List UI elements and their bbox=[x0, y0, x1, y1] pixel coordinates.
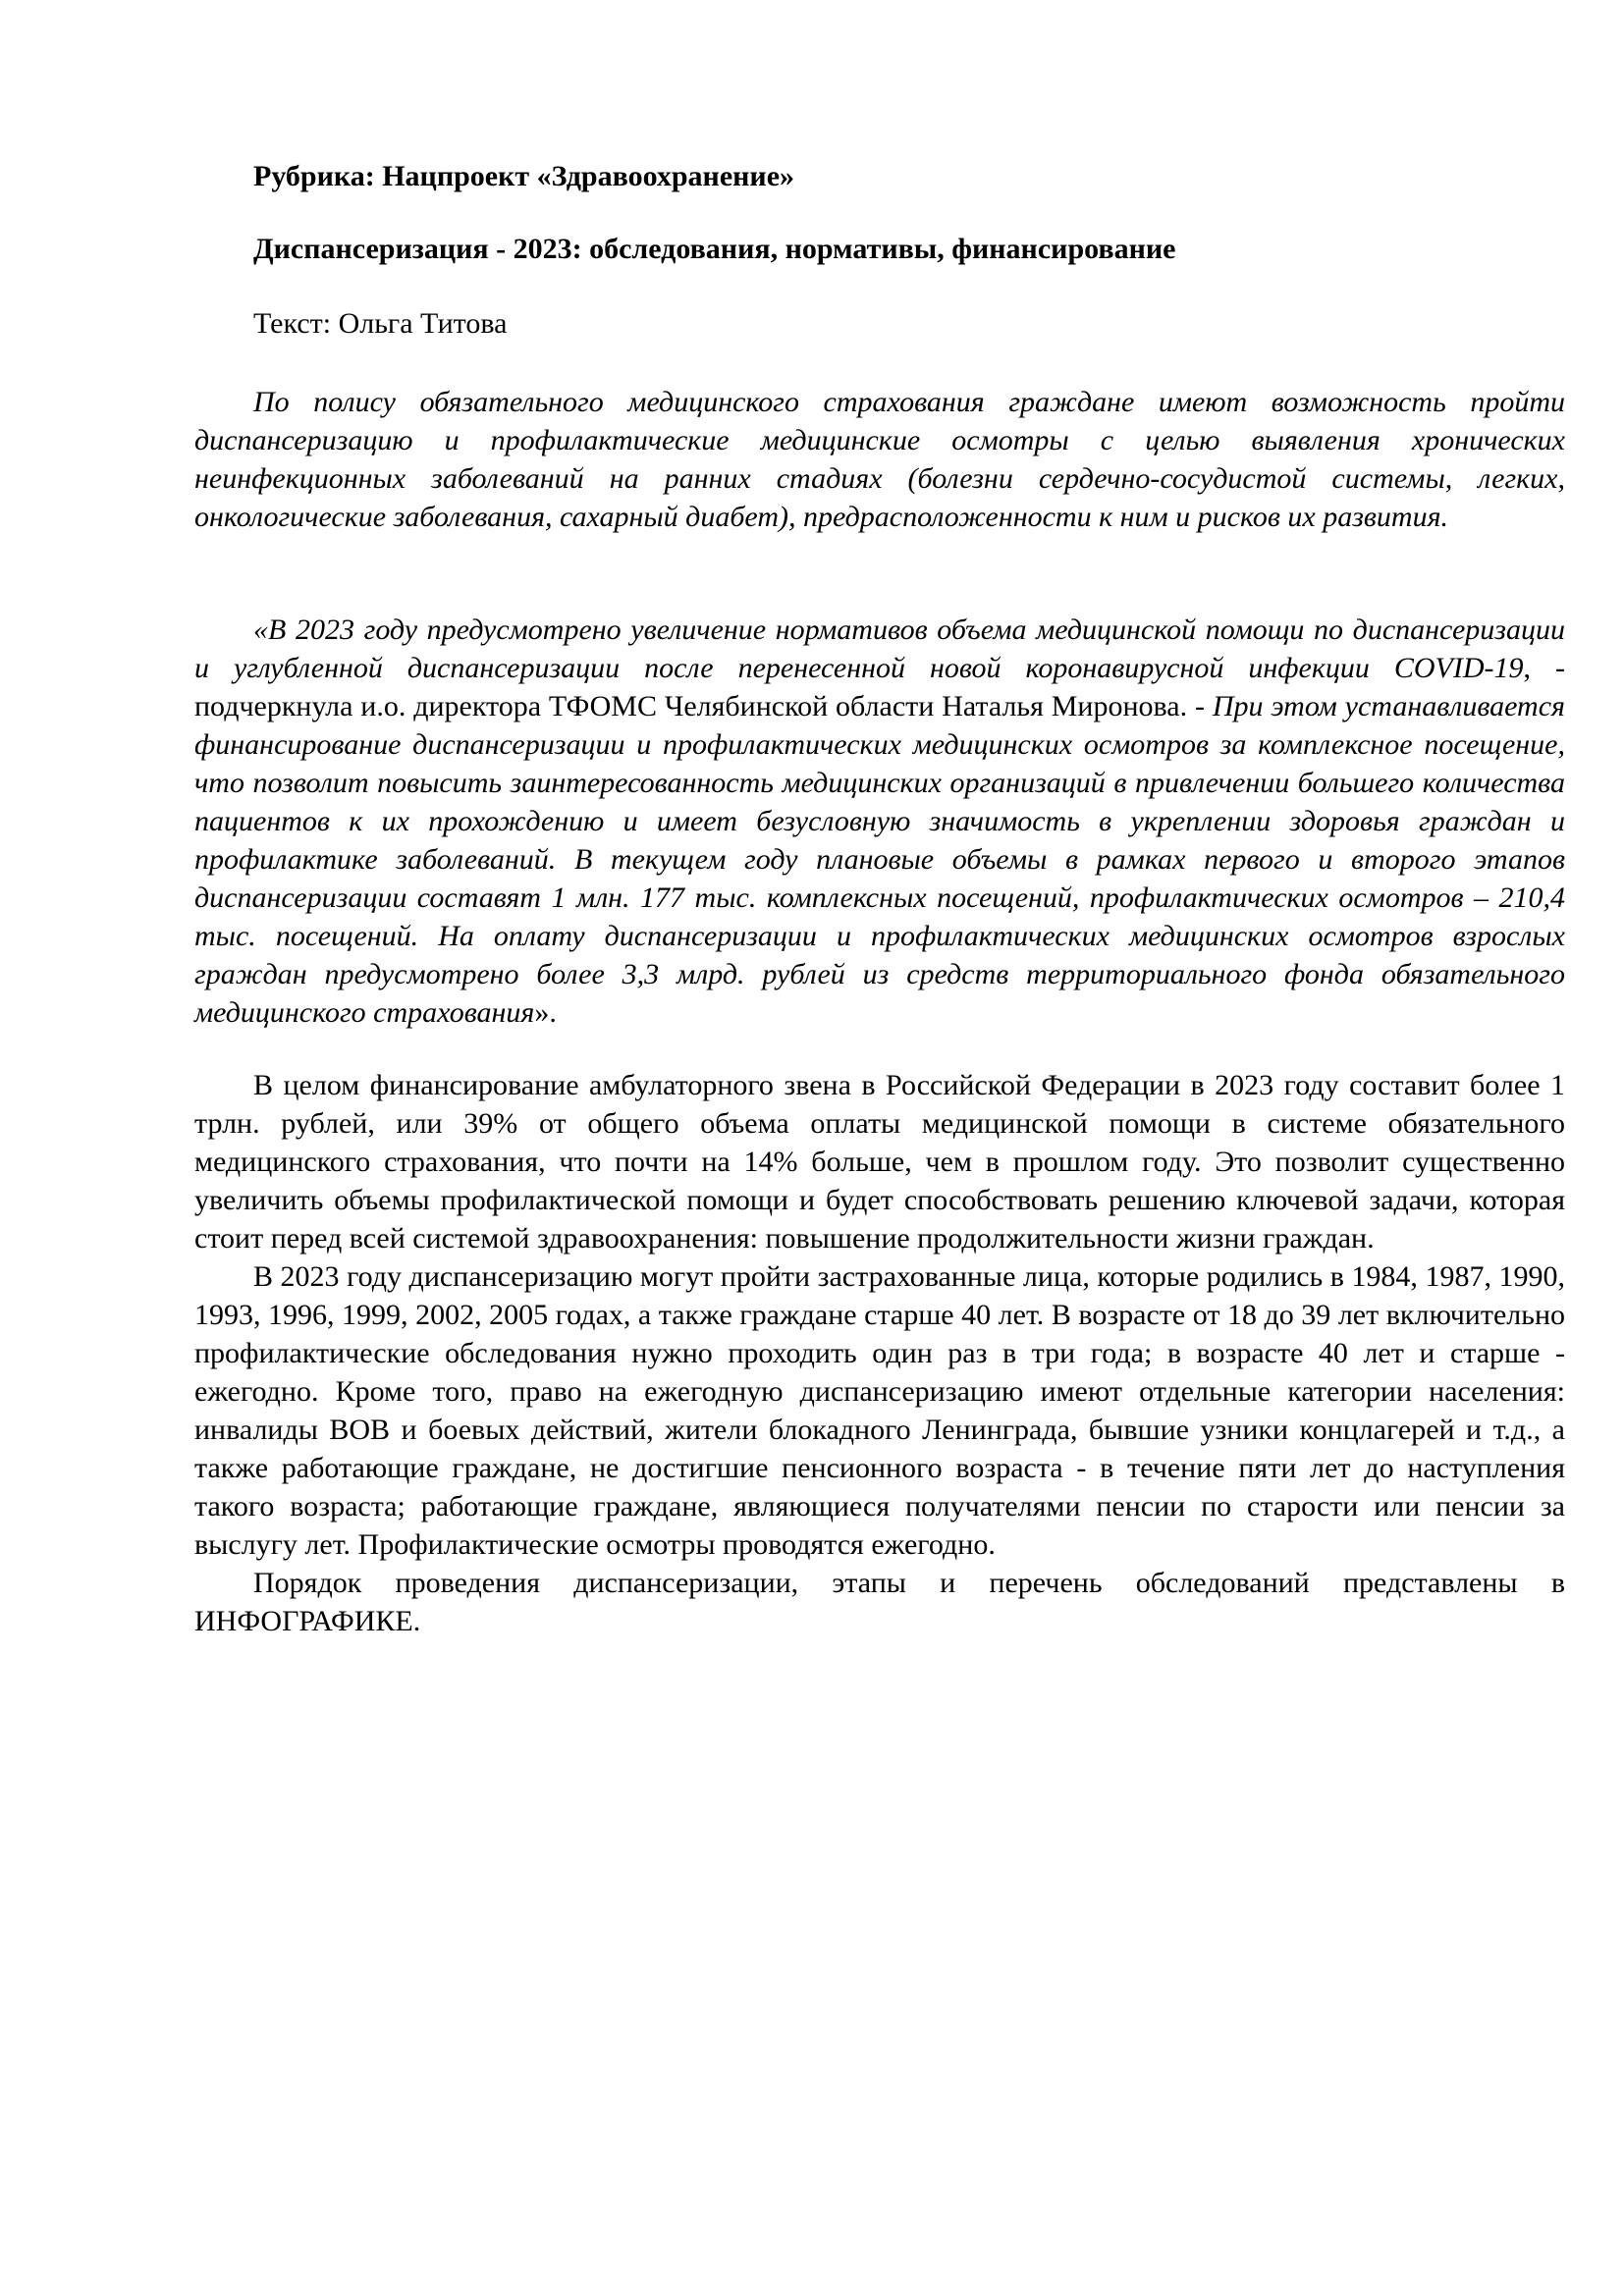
quote-paragraph bbox=[194, 611, 1565, 1032]
quote-text-part-1: «В 2023 году предусмотрено увеличение нормативов объема медицинской помощи по диспансеризации и углубленной диспансеризации после перенесенной новой коронавирусной инфекции COVID-19 bbox=[194, 614, 1565, 684]
body-paragraph-infographic: Порядок проведения диспансеризации, этапы и перечень обследований представлены в ИНФОГРАФИКЕ. bbox=[194, 1567, 1565, 1637]
article-body bbox=[194, 1066, 1565, 1640]
body-paragraph-financing: В целом финансирование амбулаторного звена в Российской Федерации в 2023 году составит более 1 трлн. рублей, или 39% от общего объема оплаты медицинской помощи в системе обязательного медицинского страхования, что почти на 14% больше, чем в прошлом году. Это позволит существенно увеличить объемы профилактической помощи и будет способствовать решению ключевой задачи, которая стоит перед всей системой здравоохранения: повышение продолжительности жизни граждан. bbox=[194, 1069, 1565, 1255]
lead-paragraph: По полису обязательного медицинского страхования граждане имеют возможность пройти диспансеризацию и профилактические медицинские осмотры с целью выявления хронических неинфекционных заболеваний на ранних стадиях (болезни сердечно-сосудистой системы, легких, онкологические заболевания, сахарный диабет), предрасположенности к ним и рисков их развития. bbox=[194, 386, 1565, 533]
body-paragraph-eligibility: В 2023 году диспансеризацию могут пройти застрахованные лица, которые родились в 1984, 1987, 1990, 1993, 1996, 1999, 2002, 2005 годах, а также граждане старше 40 лет. В возрасте от 18 до 39 лет включительно профилактические обследования нужно проходить один раз в три года; в возрасте 40 лет и старше - ежегодно. Кроме того, право на ежегодную диспансеризацию имеют отдельные категории населения: инвалиды ВОВ и боевых действий, жители блокадного Ленинграда, бывшие узники концлагерей и т.д., а также работающие граждане, не достигшие пенсионного возраста - в течение пяти лет до наступления такого возраста; работающие граждане, являющиеся получателями пенсии по старости или пенсии за выслугу лет. Профилактические осмотры проводятся ежегодно. bbox=[194, 1260, 1565, 1561]
article-byline: Текст: Ольга Титова bbox=[253, 307, 508, 340]
quote-attribution: , - подчеркнула и.о. директора ТФОМС Челябинской области Наталья Миронова. - bbox=[194, 652, 1565, 722]
article-headline: Диспансеризация - 2023: обследования, нормативы, финансирование bbox=[253, 233, 1176, 265]
rubric-heading: Рубрика: Нацпроект «Здравоохранение» bbox=[253, 160, 795, 192]
quote-text-part-2: При этом устанавливается финансирование диспансеризации и профилактических медицинских осмотров за комплексное посещение, что позволит повысить заинтересованность медицинских организаций в привлечении большего количества пациентов к их прохождению и имеет безусловную значимость в укреплении здоровья граждан и профилактике заболеваний. В текущем году плановые объемы в рамках первого и второго этапов диспансеризации составят 1 млн. 177 тыс. комплексных посещений, профилактических осмотров – 210,4 тыс. посещений. На оплату диспансеризации и профилактических медицинских осмотров взрослых граждан предусмотрено более 3,3 млрд. рублей из средств территориального фонда обязательного медицинского страхования bbox=[194, 690, 1565, 1029]
quote-closing: ». bbox=[534, 996, 557, 1029]
